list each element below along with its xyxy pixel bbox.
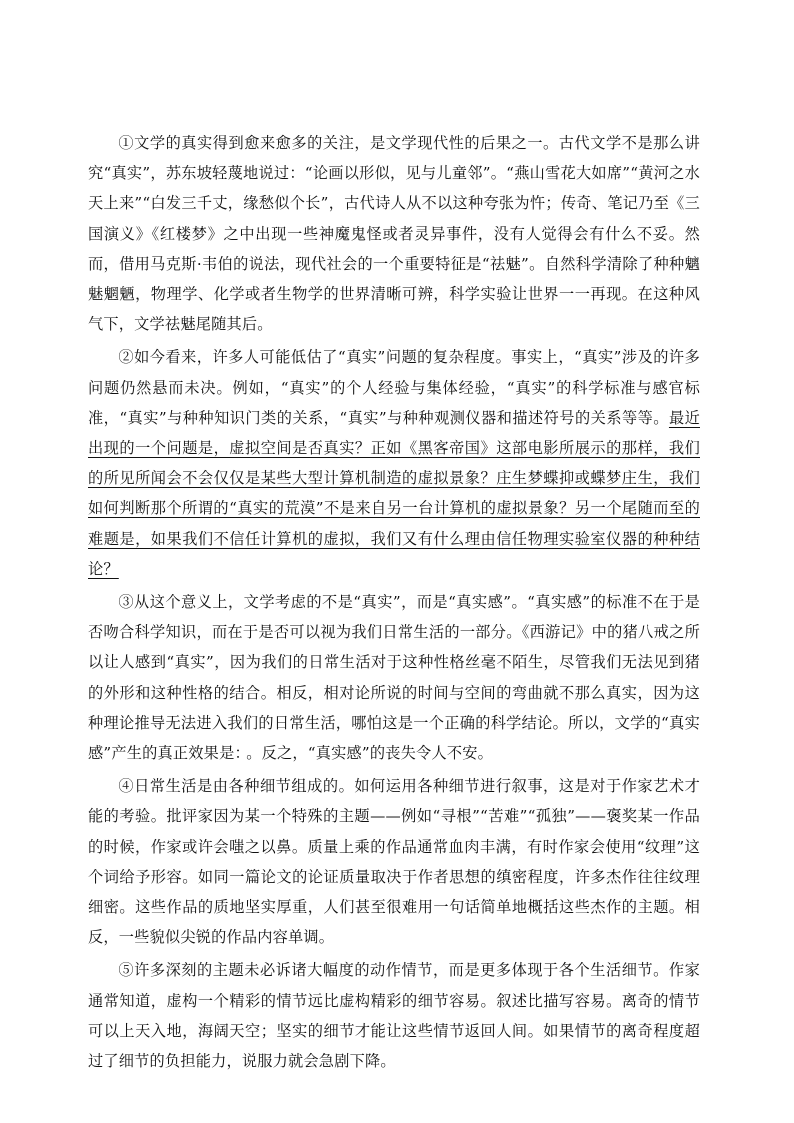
paragraph-5-text: ⑤许多深刻的主题未必诉诸大幅度的动作情节，而是更多体现于各个生活细节。作家通常知道，虚构一个精彩的情节远比虚构精彩的细节容易。叙述比描写容易。离奇的情节可以上天入地，海阔天空；坚实的细节才能让这些情节返回人间。如果情节的离奇程度超过了细节的负担能力，说服力就会急剧下降。 bbox=[88, 961, 700, 1071]
paragraph-3-text: ③从这个意义上，文学考虑的不是“真实”，而是“真实感”。“真实感”的标准不在于是否吻合科学知识，而在于是否可以视为我们日常生活的一部分。《西游记》中的猪八戒之所以让人感到“真实”，因为我们的日常生活对于这种性格丝毫不陌生，尽管我们无法见到猪的外形和这种性格的结合。相反，相对论所说的时间与空间的弯曲就不那么真实，因为这种理论推导无法进入我们的日常生活，哪怕这是一个正确的科学结论。所以，文学的“真实感”产生的真正效果是： bbox=[88, 593, 700, 763]
paragraph-2-underlined-text: 最近出现的一个问题是，虚拟空间是否真实？正如《黑客帝国》这部电影所展示的那样，我们的所见所闻会不会仅仅是某些大型计算机制造的虚拟景象？庄生梦蝶抑或蝶梦庄生，我们如何判断那个所谓的“真实的荒漠”不是来自另一台计算机的虚拟景象？另一个尾随而至的难题是，如果我们不信任计算机的虚拟，我们又有什么理由信任物理实验室仪器的种种结论？ bbox=[88, 408, 700, 578]
paragraph-2-text: ②如今看来，许多人可能低估了“真实”问题的复杂程度。事实上，“真实”涉及的许多问题仍然悬而未决。例如，“真实”的个人经验与集体经验，“真实”的科学标准与感官标准，“真实”与种种知识门类的关系，“真实”与种种观测仪器和描述符号的关系等等。 bbox=[88, 348, 700, 427]
paragraph-4-text: ④日常生活是由各种细节组成的。如何运用各种细节进行叙事，这是对于作家艺术才能的考验。批评家因为某一个特殊的主题——例如“寻根”“苦难”“孤独”——褒奖某一作品的时候，作家或许会嗤之以鼻。质量上乘的作品通常血肉丰满，有时作家会使用“纹理”这个词给予形容。如同一篇论文的论证质量取决于作者思想的缜密程度，许多杰作往往纹理细密。这些作品的质地坚实厚重，人们甚至很难用一句话简单地概括这些杰作的主题。相反，一些貌似尖锐的作品内容单调。 bbox=[88, 777, 700, 947]
paragraph-3-text-end: 。反之，“真实感”的丧失令人不安。 bbox=[246, 744, 493, 763]
paragraph-5 bbox=[88, 955, 700, 1076]
paragraph-3 bbox=[88, 587, 700, 768]
document-body bbox=[88, 128, 700, 1079]
paragraph-1-text: ①文学的真实得到愈来愈多的关注，是文学现代性的后果之一。古代文学不是那么讲究“真实”，苏东坡轻蔑地说过：“论画以形似，见与儿童邻”。“燕山雪花大如席”“黄河之水天上来”“白发三千丈，缘愁似个长”，古代诗人从不以这种夸张为忤；传奇、笔记乃至《三国演义》《红楼梦》之中出现一些神魔鬼怪或者灵异事件，没有人觉得会有什么不妥。然而，借用马克斯·韦伯的说法，现代社会的一个重要特征是“祛魅”。自然科学清除了种种魑魅魍魉，物理学、化学或者生物学的世界清晰可辨，科学实验让世界一一再现。在这种风气下，文学祛魅尾随其后。 bbox=[88, 134, 700, 334]
paragraph-1 bbox=[88, 128, 700, 339]
paragraph-4 bbox=[88, 771, 700, 952]
paragraph-2 bbox=[88, 342, 700, 584]
